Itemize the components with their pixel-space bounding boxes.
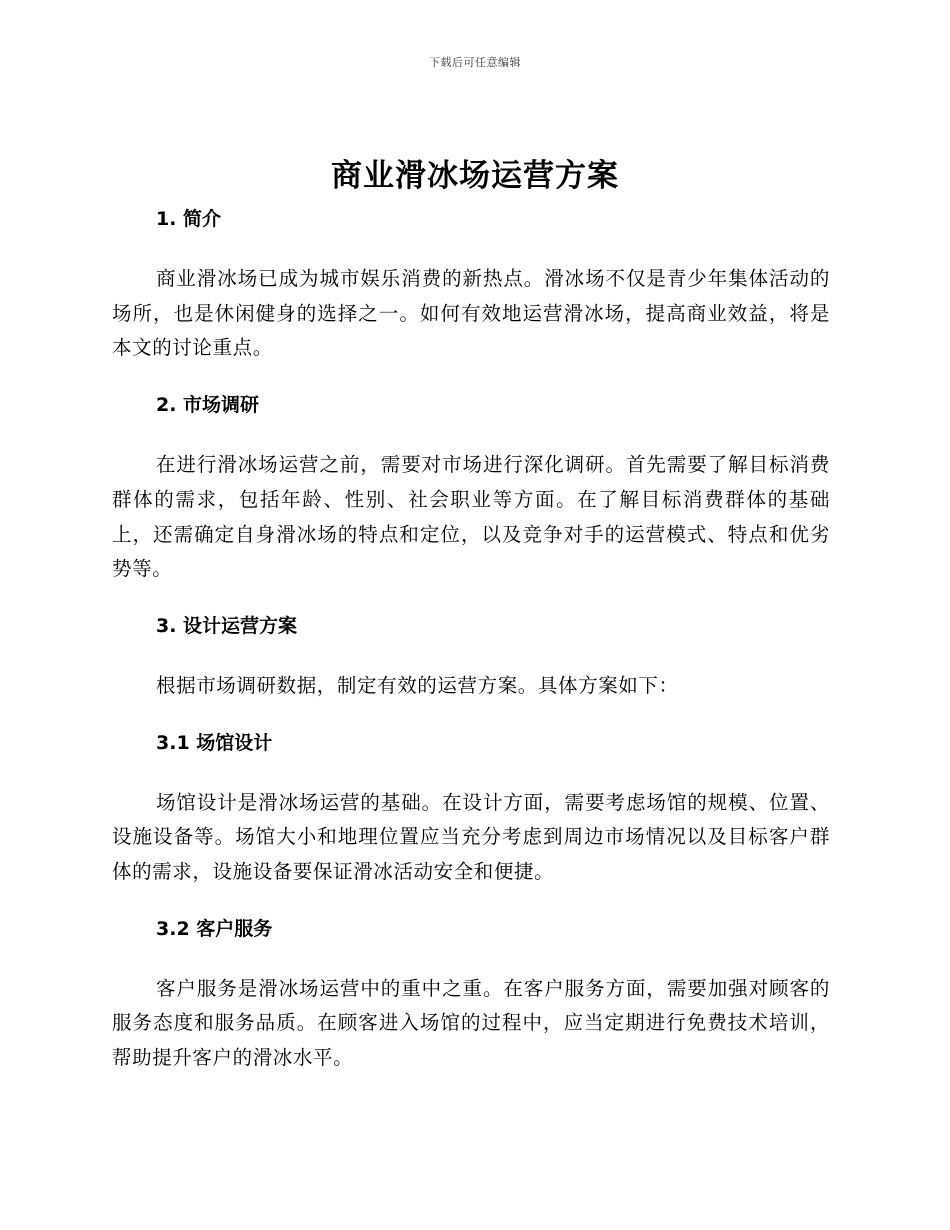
section-heading-customer-service: 3.2 客户服务 (156, 917, 273, 940)
document-title: 商业滑冰场运营方案 (331, 158, 619, 194)
section-paragraph-operation-plan: 根据市场调研数据，制定有效的运营方案。具体方案如下： (156, 673, 679, 697)
section-paragraph-customer-service: 客户服务是滑冰场运营中的重中之重。在客户服务方面，需要加强对顾客的服务态度和服务品质。在顾客进入场馆的过程中，应当定期进行免费技术培训，帮助提升客户的滑冰水平。 (112, 976, 830, 1070)
section-heading-introduction: 1. 简介 (156, 208, 222, 230)
section-heading-operation-plan: 3. 设计运营方案 (156, 614, 298, 637)
section-heading-market-research: 2. 市场调研 (156, 394, 260, 417)
section-heading-venue-design: 3.1 场馆设计 (156, 731, 273, 754)
section-paragraph-venue-design: 场馆设计是滑冰场运营的基础。在设计方面，需要考虑场馆的规模、位置、设施设备等。场馆大小和地理位置应当充分考虑到周边市场情况以及目标客户群体的需求，设施设备要保证滑冰活动安全和便捷。 (112, 790, 830, 884)
section-paragraph-introduction: 商业滑冰场已成为城市娱乐消费的新热点。滑冰场不仅是青少年集体活动的场所，也是休闲健身的选择之一。如何有效地运营滑冰场，提高商业效益，将是本文的讨论重点。 (112, 267, 830, 360)
section-paragraph-market-research: 在进行滑冰场运营之前，需要对市场进行深化调研。首先需要了解目标消费群体的需求，包括年龄、性别、社会职业等方面。在了解目标消费群体的基础上，还需确定自身滑冰场的特点和定位，以及竞争对手的运营模式、特点和优劣势等。 (112, 453, 830, 581)
header-note: 下载后可任意编辑 (429, 56, 521, 69)
document-body (112, 204, 830, 1076)
